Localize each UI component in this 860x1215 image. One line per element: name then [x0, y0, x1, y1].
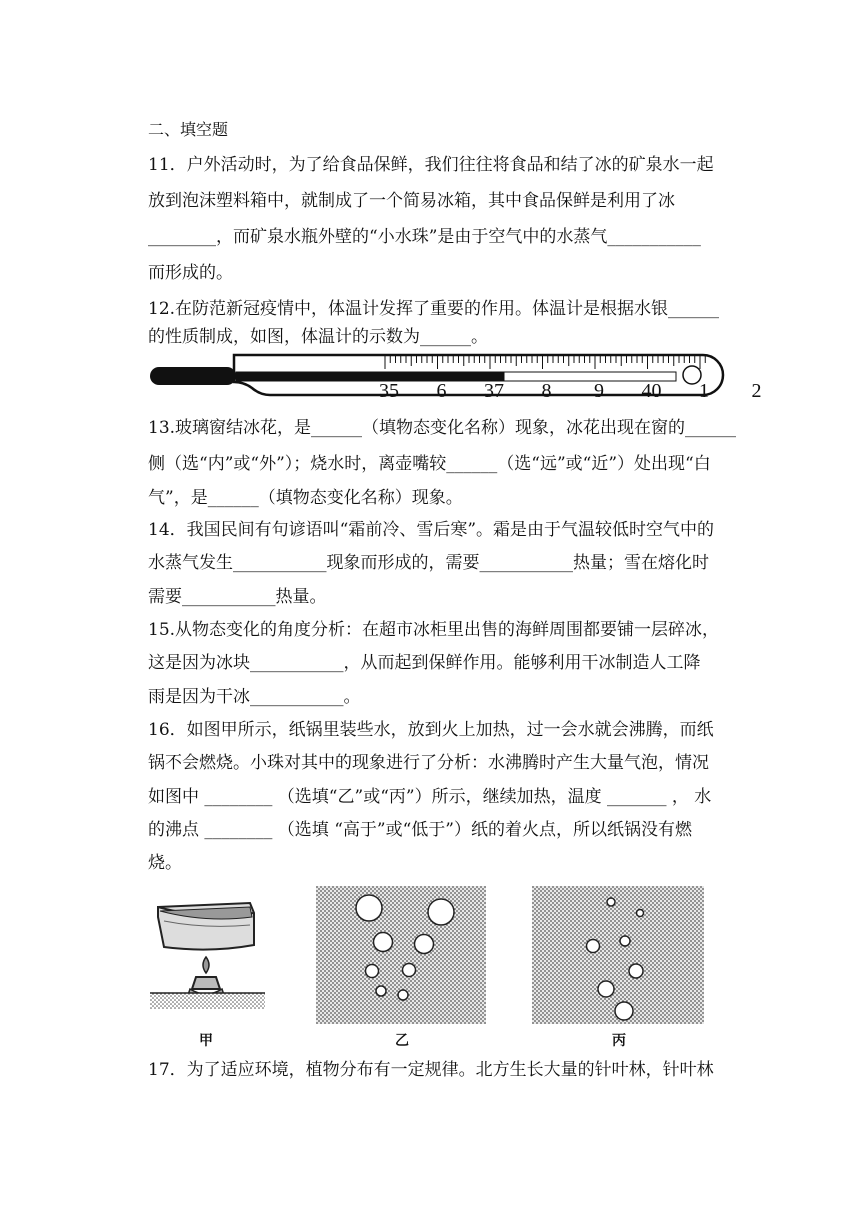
tick-label: 8 [541, 380, 552, 402]
q13-line-1: 13.玻璃窗结冰花，是______（填物态变化名称）现象，冰花出现在窗的______ [148, 418, 737, 438]
q16-line-2: 锅不会燃烧。小珠对其中的现象进行了分析：水沸腾时产生大量气泡，情况 [148, 753, 709, 773]
figure-caption-yi: 乙 [395, 1033, 409, 1049]
q14-line-2: 水蒸气发生___________现象而形成的，需要___________热量；雪在熔化时 [148, 553, 709, 573]
figure-jia-paper-pot [150, 895, 265, 1015]
q17-line-1: 17．为了适应环境，植物分布有一定规律。北方生长大量的针叶林，针叶林 [148, 1060, 714, 1080]
q13-line-2: 侧（选“内”或“外”）；烧水时，离壶嘴较______（选“远”或“近”）处出现“白 [148, 454, 711, 474]
tick-label: 1 [699, 380, 709, 402]
tick-marks [385, 356, 705, 369]
figure-bing-heating [532, 886, 704, 1024]
q15-line-3: 雨是因为干冰___________。 [148, 687, 361, 707]
q16-line-4: 的沸点 ________ （选填 “高于”或“低于”）纸的着火点，所以纸锅没有燃 [148, 820, 692, 840]
tick-label: 37 [484, 380, 504, 402]
q12-line-2: 的性质制成，如图，体温计的示数为______。 [148, 327, 488, 347]
tick-label: 35 [379, 380, 399, 402]
tick-labels [379, 380, 762, 402]
q11-line-1: 11．户外活动时，为了给食品保鲜，我们往往将食品和结了冰的矿泉水一起 [148, 155, 714, 175]
q15-line-1: 15.从物态变化的角度分析：在超市冰柜里出售的海鲜周围都要铺一层碎冰， [148, 620, 720, 640]
tick-label: 9 [594, 380, 604, 402]
q13-line-3: 气”，是______（填物态变化名称）现象。 [148, 488, 463, 508]
figure-caption-jia: 甲 [199, 1033, 213, 1049]
thermometer-figure [148, 352, 762, 402]
figure-yi-boiling [316, 886, 486, 1024]
q11-line-3: ________，而矿泉水瓶外壁的“小水珠”是由于空气中的水蒸气___________ [148, 227, 701, 247]
q15-line-2: 这是因为冰块___________，从而起到保鲜作用。能够利用干冰制造人工降 [148, 653, 701, 673]
q14-line-1: 14．我国民间有句谚语叫“霜前冷、雪后寒”。霜是由于气温较低时空气中的 [148, 520, 715, 540]
tick-label: 6 [436, 380, 447, 402]
q12-line-1: 12.在防范新冠疫情中，体温计发挥了重要的作用。体温计是根据水银______ [148, 299, 720, 319]
mercury-column [236, 372, 505, 381]
q11-line-2: 放到泡沫塑料箱中，就制成了一个简易冰箱，其中食品保鲜是利用了冰 [148, 191, 675, 211]
tick-label: 2 [751, 380, 762, 402]
q16-line-1: 16．如图甲所示，纸锅里装些水，放到火上加热，过一会水就会沸腾，而纸 [148, 720, 714, 740]
q16-line-5: 烧。 [148, 853, 182, 873]
section-heading: 二、填空题 [148, 120, 229, 139]
tick-label: 40 [641, 380, 662, 402]
thermometer-bulb [150, 367, 236, 385]
figure-caption-bing: 丙 [612, 1033, 626, 1049]
q16-line-3: 如图中 ________ （选填“乙”或“丙”）所示，继续加热，温度 _______ ， 水 [148, 787, 712, 807]
q14-line-3: 需要___________热量。 [148, 587, 327, 607]
q11-line-4: 而形成的。 [148, 263, 233, 283]
